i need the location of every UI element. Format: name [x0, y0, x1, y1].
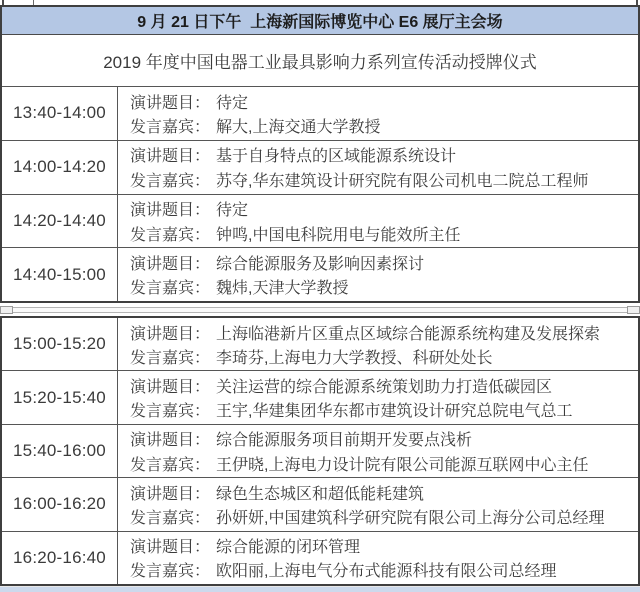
agenda-table-late-afternoon	[0, 316, 640, 586]
horizontal-scrollbar[interactable]	[0, 307, 640, 313]
session-row	[2, 318, 638, 370]
speaker-text: 解大,上海交通大学教授	[216, 119, 381, 137]
speaker-line	[130, 344, 632, 368]
topic-line	[130, 250, 632, 274]
speaker-line	[130, 221, 632, 245]
session-details	[118, 318, 638, 370]
topic-line	[130, 534, 632, 558]
speaker-label: 发言嘉宾：	[130, 280, 211, 298]
session-time: 15:20-15:40	[2, 371, 118, 423]
speaker-label: 发言嘉宾：	[130, 510, 211, 528]
topic-text: 上海临港新片区重点区域综合能源系统构建及发展探索	[216, 325, 601, 343]
topic-text: 关注运营的综合能源系统策划助力打造低碳园区	[216, 379, 553, 396]
topic-text: 综合能源服务及影响因素探讨	[216, 255, 425, 273]
session-time: 16:20-16:40	[2, 532, 118, 584]
previous-row-fragment	[0, 0, 640, 5]
speaker-line	[130, 113, 632, 137]
topic-label: 演讲题目：	[130, 485, 211, 503]
topic-line	[130, 427, 632, 451]
topic-label: 演讲题目：	[130, 255, 211, 273]
topic-line	[130, 197, 632, 221]
speaker-text: 欧阳丽,上海电气分布式能源科技有限公司总经理	[216, 563, 557, 581]
session-details	[118, 425, 638, 477]
session-details	[118, 195, 638, 248]
session-time: 14:20-14:40	[2, 195, 118, 248]
session-details	[118, 371, 638, 423]
speaker-label: 发言嘉宾：	[130, 226, 211, 244]
topic-line	[130, 143, 632, 167]
speaker-line	[130, 558, 632, 582]
session-time: 16:00-16:20	[2, 478, 118, 530]
speaker-text: 钟鸣,中国电科院用电与能效所主任	[216, 226, 461, 244]
topic-label: 演讲题目：	[130, 432, 211, 450]
topic-label: 演讲题目：	[130, 202, 211, 220]
topic-label: 演讲题目：	[130, 94, 211, 112]
speaker-label: 发言嘉宾：	[130, 456, 211, 474]
speaker-label: 发言嘉宾：	[130, 119, 211, 137]
speaker-label: 发言嘉宾：	[130, 172, 211, 190]
session-row	[2, 370, 638, 423]
topic-label: 演讲题目：	[130, 539, 211, 557]
stitch-gap	[0, 303, 640, 316]
agenda-table-afternoon	[0, 5, 640, 303]
speaker-label: 发言嘉宾：	[130, 563, 211, 581]
topic-text: 待定	[216, 202, 249, 220]
session-details	[118, 478, 638, 530]
session-details	[118, 87, 638, 140]
session-time: 15:40-16:00	[2, 425, 118, 477]
session-time: 14:00-14:20	[2, 141, 118, 194]
topic-label: 演讲题目：	[130, 148, 211, 166]
session-venue-header: 9 月 21 日下午 上海新国际博览中心 E6 展厅主会场	[2, 7, 638, 35]
topic-line	[130, 320, 632, 344]
speaker-text: 李琦芬,上海电力大学教授、科研处处长	[216, 349, 493, 367]
session-row	[2, 140, 638, 194]
topic-line	[130, 89, 632, 113]
speaker-label: 发言嘉宾：	[130, 349, 211, 367]
session-row	[2, 424, 638, 477]
speaker-label: 发言嘉宾：	[130, 403, 211, 421]
topic-text: 绿色生态城区和超低能耗建筑	[216, 485, 425, 503]
topic-text: 待定	[216, 94, 249, 112]
border-fragment	[636, 0, 638, 5]
speaker-line	[130, 398, 632, 422]
session-row	[2, 477, 638, 530]
speaker-text: 王宇,华建集团华东都市建筑设计研究总院电气总工	[216, 403, 573, 421]
topic-label: 演讲题目：	[130, 379, 211, 396]
topic-text: 基于自身特点的区域能源系统设计	[216, 148, 457, 166]
topic-text: 综合能源的闭环管理	[216, 539, 361, 557]
session-details	[118, 141, 638, 194]
speaker-line	[130, 451, 632, 475]
session-details	[118, 532, 638, 584]
scrollbar-right-button[interactable]	[627, 306, 640, 314]
next-header-fragment	[0, 586, 640, 592]
session-time: 15:00-15:20	[2, 318, 118, 370]
session-row	[2, 247, 638, 301]
speaker-text: 苏夺,华东建筑设计研究院有限公司机电二院总工程师	[216, 172, 589, 190]
session-time: 14:40-15:00	[2, 248, 118, 301]
border-fragment	[2, 0, 4, 5]
speaker-text: 王伊晓,上海电力设计院有限公司能源互联网中心主任	[216, 456, 589, 474]
topic-label: 演讲题目：	[130, 325, 211, 343]
speaker-line	[130, 504, 632, 528]
session-time: 13:40-14:00	[2, 87, 118, 140]
session-details	[118, 248, 638, 301]
session-row	[2, 87, 638, 140]
speaker-text: 魏炜,天津大学教授	[216, 280, 349, 298]
topic-line	[130, 480, 632, 504]
topic-text: 综合能源服务项目前期开发要点浅析	[216, 432, 473, 450]
topic-line	[130, 373, 632, 397]
speaker-line	[130, 275, 632, 299]
session-row	[2, 194, 638, 248]
border-fragment	[33, 0, 34, 5]
scrollbar-left-button[interactable]	[0, 306, 13, 314]
session-row	[2, 531, 638, 584]
speaker-text: 孙妍妍,中国建筑科学研究院有限公司上海分公司总经理	[216, 510, 605, 528]
speaker-line	[130, 167, 632, 191]
ceremony-subtitle: 2019 年度中国电器工业最具影响力系列宣传活动授牌仪式	[2, 35, 638, 87]
